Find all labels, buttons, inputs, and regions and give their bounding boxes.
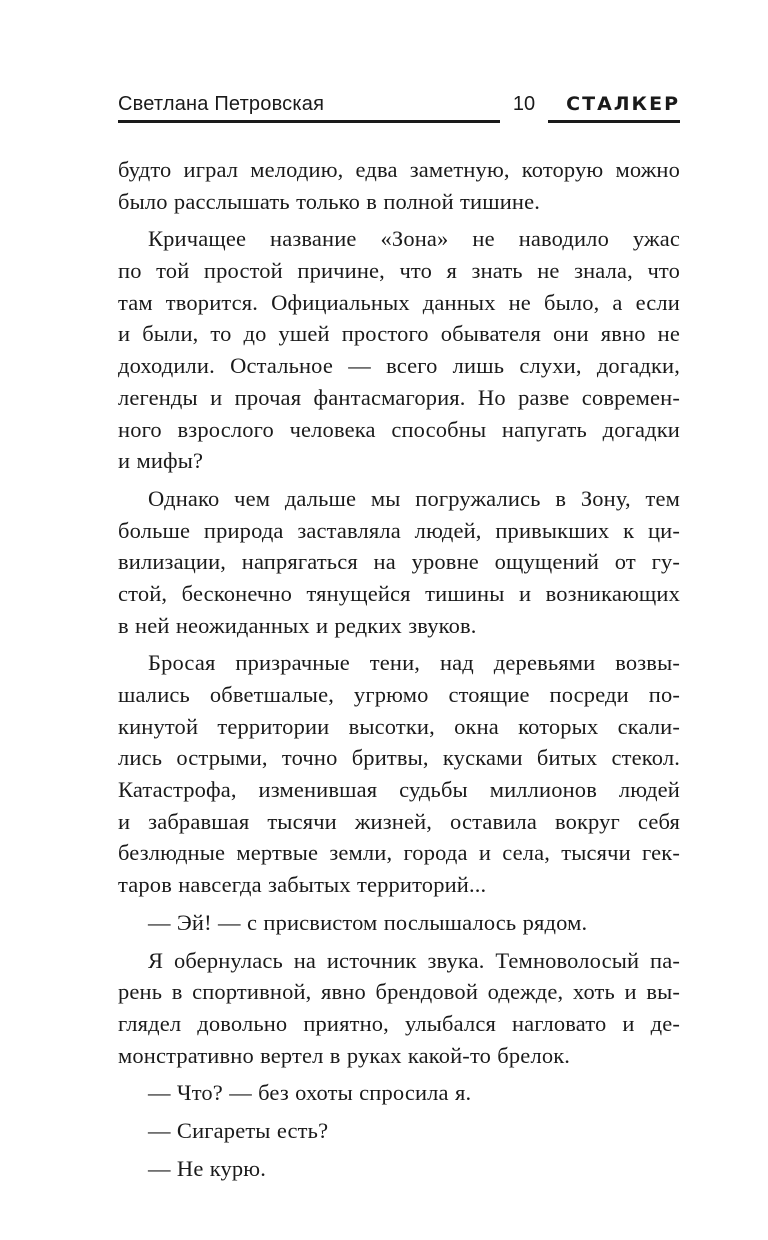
text-line: Я обернулась на источник звука. Темноволосый па- bbox=[148, 947, 680, 973]
text-line: лись острыми, точно бритвы, кусками битых стекол. bbox=[118, 745, 680, 771]
dialogue-line: — Не курю. bbox=[148, 1155, 267, 1181]
text-line: шались обветшалые, угрюмо стоящие посреди по- bbox=[118, 682, 680, 707]
text-line: кинутой территории высотки, окна которых скали- bbox=[118, 713, 680, 739]
text-line: безлюдные мертвые земли, города и села, тысячи гек- bbox=[118, 840, 680, 866]
page-number: 10 bbox=[512, 93, 536, 115]
text-line: Бросая призрачные тени, над деревьями возвы- bbox=[148, 650, 680, 676]
dialogue-line: — Что? — без охоты спросила я. bbox=[148, 1080, 472, 1106]
body-text bbox=[118, 154, 680, 1184]
text-line: и были, то до ушей простого обывателя они явно не bbox=[118, 321, 680, 347]
text-line: легенды и прочая фантасмагория. Но разве современ- bbox=[118, 384, 680, 410]
text-line: больше природа заставляла людей, привыкших к ци- bbox=[118, 517, 680, 543]
text-line: и забравшая тысячи жизней, оставила вокруг себя bbox=[118, 808, 680, 834]
text-line: глядел довольно приятно, улыбался нагловато и де- bbox=[118, 1010, 680, 1036]
text-line: доходили. Остальное — всего лишь слухи, догадки, bbox=[118, 353, 680, 379]
text-line: монстративно вертел в руках какой-то брелок. bbox=[118, 1042, 571, 1068]
text-line: было расслышать только в полной тишине. bbox=[118, 188, 540, 214]
text-line: таров навсегда забытых территорий... bbox=[118, 872, 487, 898]
running-header bbox=[118, 92, 680, 122]
dialogue-line: — Сигареты есть? bbox=[148, 1117, 329, 1143]
header-series-title: СТАЛКЕР bbox=[548, 92, 680, 123]
text-line: ного взрослого человека способны напугать догадки bbox=[118, 416, 680, 442]
text-line: будто играл мелодию, едва заметную, которую можно bbox=[118, 157, 680, 182]
text-line: в ней неожиданных и редких звуков. bbox=[118, 612, 477, 638]
dialogue-line: — Эй! — с присвистом послышалось рядом. bbox=[148, 909, 588, 935]
text-line: и мифы? bbox=[118, 448, 204, 474]
text-line: стой, бесконечно тянущейся тишины и возникающих bbox=[118, 580, 680, 606]
text-line: Катастрофа, изменившая судьбы миллионов людей bbox=[118, 777, 680, 803]
text-line: там творится. Официальных данных не было, а если bbox=[118, 289, 680, 315]
text-line: Кричащее название «Зона» не наводило ужас bbox=[148, 226, 680, 252]
header-author: Светлана Петровская bbox=[118, 92, 500, 123]
text-line: рень в спортивной, явно брендовой одежде, хоть и вы- bbox=[118, 979, 680, 1005]
text-line: по той простой причине, что я знать не знала, что bbox=[118, 258, 680, 284]
text-line: вилизации, напрягаться на уровне ощущений от гу- bbox=[118, 549, 680, 575]
text-line: Однако чем дальше мы погружались в Зону, тем bbox=[148, 485, 680, 511]
